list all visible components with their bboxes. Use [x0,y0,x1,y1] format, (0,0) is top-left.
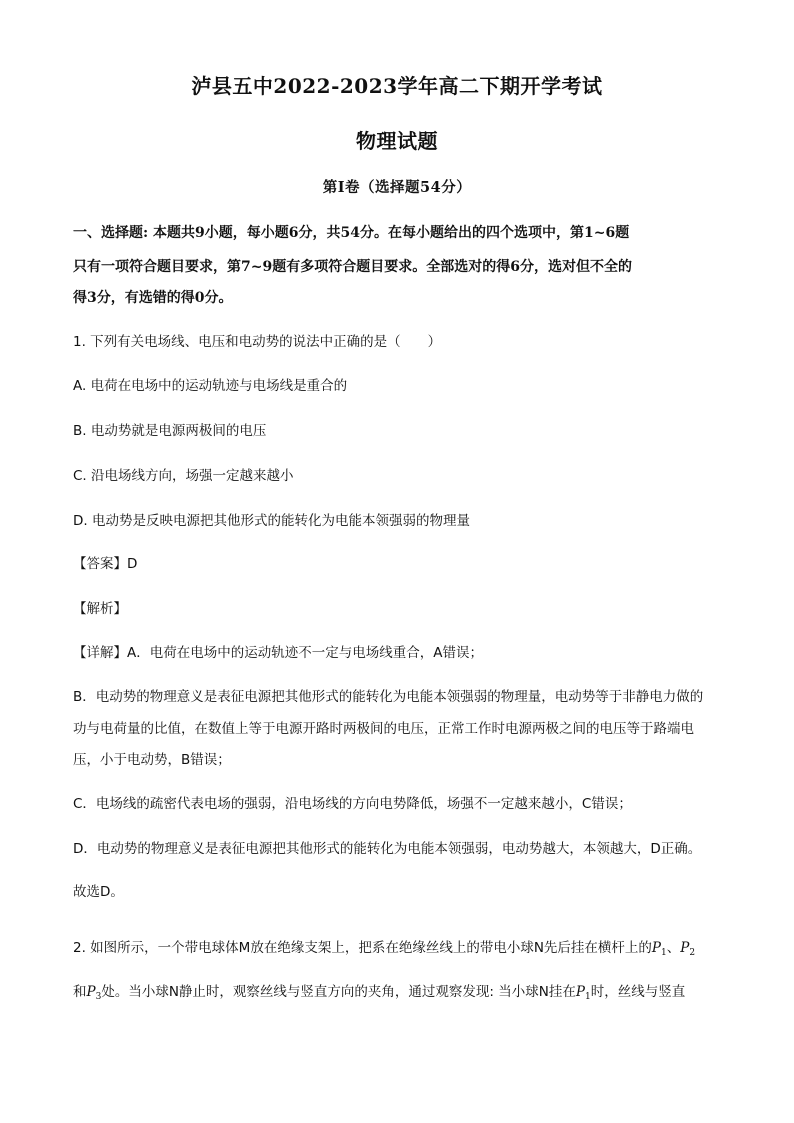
question-2-line-1-text: 2. 如图所示，一个带电球体M放在绝缘支架上，把系在绝缘丝线上的带电小球N先后挂在横杆上的 [73,940,652,956]
point-p2: $P_2$ [680,940,696,958]
question-1-stem: 1. 下列有关电场线、电压和电动势的说法中正确的是（ ） [73,334,442,350]
question-1-option-d: D. 电动势是反映电源把其他形式的能转化为电能本领强弱的物理量 [73,513,470,529]
question-1-answer: 【答案】D [73,556,138,572]
question-1-detail-b-line-2: 功与电荷量的比值，在数值上等于电源开路时两极间的电压，正常工作时电源两极之间的电压等于路端电 [73,721,694,737]
question-2-line-2 [73,980,685,1002]
question-1-option-c: C. 沿电场线方向，场强一定越来越小 [73,468,294,484]
question-1-detail-c: C．电场线的疏密代表电场的强弱，沿电场线的方向电势降低，场强不一定越来越小，C错误； [73,796,632,812]
exam-title: 泸县五中2022-2023学年高二下期开学考试 [191,74,603,98]
instructions-line-1: 一、选择题: 本题共9小题，每小题6分，共54分。在每小题给出的四个选项中，第1~6题 [73,225,630,241]
question-1-detail-b-line-1: B．电动势的物理意义是表征电源把其他形式的能转化为电能本领强弱的物理量，电动势等于非静电力做的 [73,689,704,705]
question-1-detail-b-line-3: 压，小于电动势，B错误； [73,752,231,768]
point-p3: $P_3$ [86,984,102,1002]
question-1-option-b: B. 电动势就是电源两极间的电压 [73,423,267,439]
question-2-line-2-prefix: 和 [73,984,87,1000]
separator: 、 [666,940,681,956]
question-1-detail-d: D．电动势的物理意义是表征电源把其他形式的能转化为电能本领强弱，电动势越大，本领越大，D正确。 [73,841,702,857]
section-title: 第I卷（选择题54分） [322,179,472,196]
question-1-option-a: A. 电荷在电场中的运动轨迹与电场线是重合的 [73,378,348,394]
question-1-conclusion: 故选D。 [73,884,124,900]
instructions-line-3: 得3分，有选错的得0分。 [73,290,233,306]
point-p1-repeat: $P_1$ [575,984,591,1002]
subject-title: 物理试题 [356,129,438,153]
question-1-detail-a: 【详解】A．电荷在电场中的运动轨迹不一定与电场线重合，A错误； [73,645,483,661]
question-2-line-2-text: 处。当小球N静止时，观察丝线与竖直方向的夹角，通过观察发现: 当小球N挂在 [101,984,576,1000]
instructions-line-2: 只有一项符合题目要求，第7~9题有多项符合题目要求。全部选对的得6分，选对但不全的 [73,259,632,275]
question-2-line-2-suffix: 时，丝线与竖直 [590,984,686,1000]
question-2-line-1 [73,936,695,958]
question-1-analysis-label: 【解析】 [73,601,127,617]
point-p1: $P_1$ [651,940,667,958]
